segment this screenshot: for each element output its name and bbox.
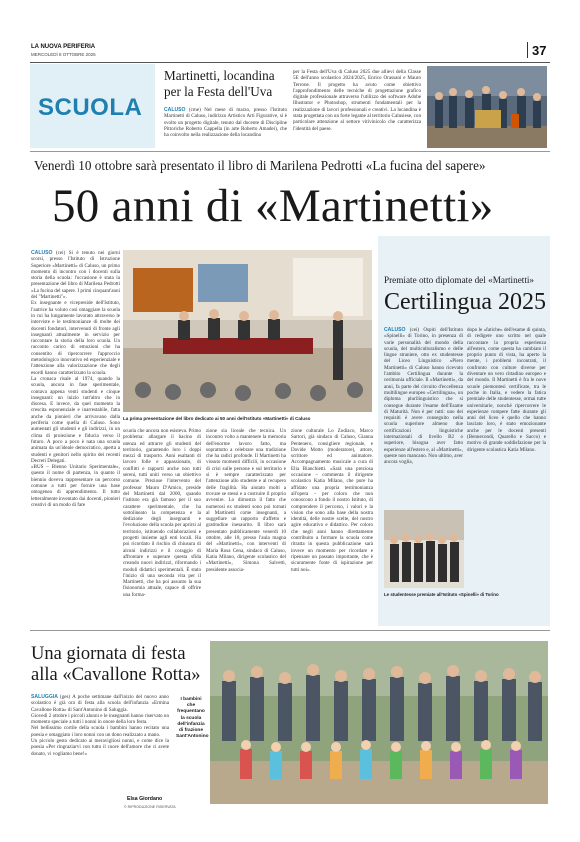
stage-scene-image (427, 66, 547, 148)
main-column-3 (206, 428, 286, 620)
issue-date: MERCOLEDÌ 8 OTTOBRE 2025 (31, 52, 96, 57)
section-label: SCUOLA (38, 94, 143, 121)
masthead: LA NUOVA PERIFERIA (31, 44, 96, 50)
main-column-1 (31, 250, 120, 622)
top-story-text-2: per la Festa dell'Uva di Caluso 2025 due allievi della Classe 5E dell'anno scolastico 2024/2025, Enrico Orassani e Mauro Terrone. Il progetto ha avuto come obiettivo l'approfondimento delle tecniche di progettazione grafico digitale professionale attraverso l'utilizzo dei software Adobe Illustrator e Photoshop, strumenti fondamentali per la realizzazione di lavori professionali e creativi. La locandina è stata progettata con un forte legame al territorio Calusiese, con particolare attenzione al settore vitivinicolo che caratterizza l'identità del paese. (293, 69, 421, 132)
main-column-2 (123, 428, 201, 620)
main-column-4 (291, 428, 373, 620)
main-photo (123, 250, 372, 412)
main-tag: (cei) (55, 250, 66, 256)
header-rule (30, 62, 550, 63)
main-photo-caption: La prima presentazione del libro dedicato ai 50 anni dell'Istituto «Martinetti» di Caluso (123, 416, 311, 421)
bottom-byline: Elsa Giordano (127, 796, 163, 802)
top-story-text-1: Nel mese di marzo, presso l'Istituto Martinetti di Caluso, indirizzo Artistico Arti Figurative, si è svolto un progetto digitale, tenuto dal docente di Discipline Pittoriche Roberto Cappella (in arte Roberto Amadei), che ha coinvolto nella realizzazione della locandina (164, 107, 287, 139)
side-photo-caption: Le studentesse premiate all'Istituto «Spinelli» di Torino (384, 592, 499, 597)
school-festival-image (210, 641, 548, 804)
main-kicker: Venerdì 10 ottobre sarà presentato il libro di Marilena Pedrotti «La fucina del sapere» (34, 158, 486, 173)
top-story-tag: (cme) (188, 107, 201, 113)
bottom-photo-caption: I bambini che frequentano la scuola dell'infanzia di frazione Sant'Antonino (176, 697, 209, 740)
bottom-copyright: © RIPRODUZIONE RISERVATA (124, 805, 176, 809)
main-headline: 50 anni di «Martinetti» (52, 180, 494, 232)
main-text-2: scuola che ancora non esisteva. Primo problema: allargare il bacino di utenza ed attrarre gli studenti del territorio, garantendo loro i doppi mezzi di trasporto. Anni esaltanti di lavoro folle e appassionato, di conflitti e rapporti anche non tutti sereni, tutti uniti verso un obiettivo comune. Preziose l'intervento del professor Mauro D'Amico, preside del Martinetti dal 2000, quando l'istituto era già famoso per il suo carattere sperimentale, che ha sottolineato la competenza e la dedizione degli insegnanti e l'evoluzione della scuola per aprirsi al territorio, istituendo collaborazioni e progetti insieme agli enti locali. Ha poi ricordato il rischio di chiusura di alcuni indirizzi e il coraggio di affrontare e superare questa sfida creando nuovi indirizzi, riformando i moduli didattici sperimentali. È stato l'inizio di una seconda vita per il Martinetti, che ha poi assunto la sua fisionomia attuale, capace di offrire una forma- (123, 428, 201, 598)
bottom-text-c: Nel bellissimo cortile della scuola i bambini hanno recitato una poesia e omaggiato i loro nonni con un dono realizzato a mano. (31, 725, 169, 738)
side-text-1: Ospiti dell'Istituto «Spinelli» di Torino, in presenza di varie personalità del mondo della scuola, del multiculturalismo e delle lingue straniere, otto ex studentesse del Liceo Linguistico «Piero Martinetti» di Caluso hanno ricevuto l'ambito Certilingua durante la cerimonia ufficiale. Il «Martinetti», da anni, fa parte del circuito d'eccellenza multilingue europeo «Certilingua», un diploma plurilinguistico che si consegue durante l'esame dell'Esame di Maturità. Non è per tutti: uno dei requisiti è avere conseguito nella scuola superiore almeno due certificazioni linguistiche internazionali di livello B2 o superiore, bisogna aver fatto esperienze all'estero e, al «Martinetti», queste non mancano. Non ultimo, aver ancora voglia, (384, 327, 463, 466)
side-kicker: Premiate otto diplomate del «Martinetti» (384, 275, 535, 285)
side-tag: (cei) (409, 327, 420, 333)
presentation-event-image (123, 250, 372, 412)
main-text-1d: «BUS – Bienno Unitario Sperimentale», questo il nome di partenza, in quanto il biennio doveva rappresentare un percorso comune a tutti per fornire una base omogenea di apprendimento. Il tutto letteralmente inventato dai docenti, pionieri creativi di un modo di fare (31, 464, 120, 508)
side-headline: Certilingua 2025 (384, 289, 546, 315)
top-story-place: CALUSO (164, 107, 186, 113)
side-place: CALUSO (384, 327, 406, 333)
side-photo (384, 510, 464, 588)
side-text-2: dopo le «fatiche» dell'esame di quinta, di redigere uno scritto nel quale raccontare la propria esperienza all'estero, come questa ha cambiato il proprio punto di vista, ha aperto la mente, i problemi incontrati, il confronto con culture diverse per diventare un vero cittadino europeo e del mondo. Il Martinetti è fra le nove scuole piemontesi certificate, tra le poche in Italia, e vedere la fatica premiale delle studentesse, ormai tutte universitarie, nonché ripercorrere le esperienze rompere fatte durante gli anni del liceo è quello che hanno lasciato loro, è stato emozionante anche per le docenti presenti (Bennecondi, Quarello e Sacco) e motivo di grande soddisfazione per la dirigente scolastica Katia Milano. (467, 327, 546, 453)
bottom-column (31, 694, 169, 794)
main-text-3: zione sia liceale che tecnica. Un incontro volto a mantenere la memoria dell'enorme lavoro fatto, ma soprattutto a celebrare una tradizione che ha radici profonde. Il Martinetti ha vissuto momenti difficili, in occasione di crisi sulle persone e sul territorio e si è sempre caratterizzato per l'attenzione allo studente e al recupero delle fragilità. Ha aiutato molti a trovare se stessi e a costruire il proprio avvenire. Lo dimostra il fatto che numerosi ex studenti sono poi tornati al Martinetti come insegnanti, a suggellare un rapporto d'affetto e gratitudine inesaurito. Il libro sarà presentato pubblicamente venerdì 10 ottobre, alle 18, presso l'aula magna del «Martinetti», con interventi di Maria Rosa Cena, sindaco di Caluso, Katia Milano, dirigente scolastico del «Martinetti», Simona Salvetti, presidente associa- (206, 428, 286, 573)
page-number-divider (527, 42, 528, 58)
top-story-rule (30, 151, 550, 152)
page-number: 37 (532, 43, 547, 58)
main-text-1a: Si è tenuto nei giorni scorsi, presso l'Istituto di Istruzione Superiore «Martinetti» di Caluso, un primo momento di incontro con i docenti sulla storia della scuola: l'occasione è stata la presentazione del libro di Marilena Pedrotti «La fucina del sapere. I primi cinquant'anni del "Martinetti"». (31, 250, 120, 301)
bottom-text-b: Giovedì 2 ottobre i piccoli alunni e le insegnanti hanno riservato un momento speciale a tutti i nonni in onore della loro festa. (31, 712, 169, 726)
main-text-1b: Ex insegnante e vicepreside dell'Istituto, l'autrice ha voluto così omaggiare la scuola in cui ha lungamente lavorato attraverso le interviste e le testimonianze di molte dei docenti fondatori, intervenuti di fronte agli insegnanti attualmente in servizio per raccontare la storia della loro scuola. Un racconto carico di emozioni che ha consentito di ripercorrere l'approccio metodologico innovativo ed esperienziale e l'attenzione alla valorizzazione che degli esordi hanno caratterizzato la scuola. (31, 300, 120, 376)
bottom-tag: (ges) (60, 694, 71, 700)
students-group-image (384, 510, 464, 588)
main-text-1c: La cronaca risale al 1974, quando la scuola, ancora in fase sperimentale, contava appena venti studenti e cinque insegnanti: un inizio tutt'altro che in discesa. E invece, da quel momento la crescita esponenziale e inarrestabile, fatta anche da pionieri che arrivavano dalla periferia come quella di Caluso. Sono aumentati gli studenti e gli indirizzi, in un clima di proiezione e fiducia verso il futuro. A poco a poco è nata una scuola animata da un'ideale democratico, aperta a studenti e genitori nello spirito dei recenti Decreti Delegati. (31, 375, 120, 464)
bottom-text-a: A poche settimane dall'inizio del nuovo anno scolastico è già ora di festa alla scuola dell'infanzia «Ermina Cavallone Rotta» di Sant'Antonino di Saluggia. (31, 694, 169, 713)
bottom-rule (30, 630, 550, 631)
top-story-column-1 (164, 107, 287, 147)
main-text-4: zione culturale Lo Zodiaco, Marco Sartori, già sindaco di Caluso, Gianna Pentenero, consigliere regionale, e Davide Motto (moderatore), attore, scrittore ed animatore. Accompagnamento musicale a cura di Elia Bianchietti. «Sarà una preziosa occasione – commenta il dirigente scolastico Katia Milano, che pure ha affidato una propria testimonianza all'opera – per coloro che non conoscono a fondo il nostro Istituto, di comprendere il percorso, i valori e la vision che sono alla base della nostra identità, delle nostre scelte, del nostro agire educativo e didattico. Per coloro che negli anni hanno direttamente contribuito a formare la scuola come ritratta in questa pubblicazione sarà invece un momento per ricordare e ripensare un passato importante, che è sicuramente fonte di ispirazione per tutti noi». (291, 428, 373, 573)
top-story-title-line1: Martinetti, locandina (164, 68, 275, 83)
main-place: CALUSO (31, 250, 53, 256)
side-column-1 (384, 327, 463, 505)
top-story-column-2 (293, 69, 421, 149)
bottom-headline-line1: Una giornata di festa (31, 644, 186, 664)
bottom-text-d: Un piccolo gesto dedicato ai meravigliosi nonni, e come dice la poesia «Per ringraziarvi con tutto il cuore dell'amore che ci avete donato, vi vogliamo bene!» (31, 738, 169, 757)
bottom-photo (210, 641, 548, 804)
top-story-title-line2: per la Festa dell'Uva (164, 84, 273, 99)
bottom-headline-line2: alla «Cavallone Rotta» (31, 665, 201, 685)
top-story-photo (427, 66, 547, 148)
bottom-place: SALUGGIA (31, 694, 58, 700)
side-column-2 (467, 327, 546, 565)
